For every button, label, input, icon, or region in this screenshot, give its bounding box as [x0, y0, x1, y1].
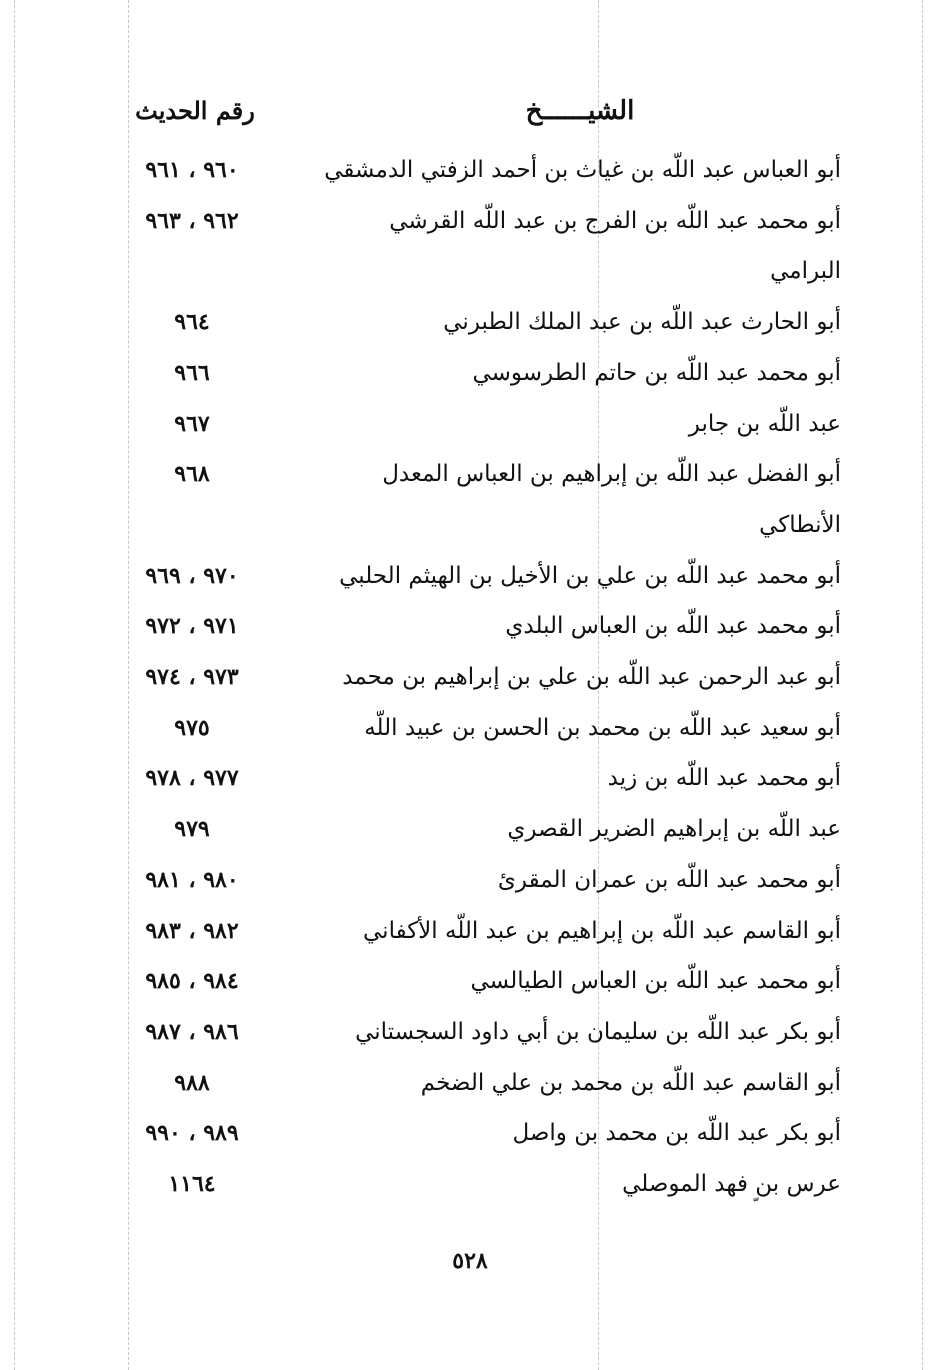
sheikh-name: أبو محمد عبد اللّه بن العباس البلدي	[505, 613, 841, 640]
sheikh-name: أبو محمد عبد اللّه بن عمران المقرئ	[497, 866, 841, 893]
hadith-number-column-header: رقم الحديث	[135, 96, 255, 125]
sheikh-name: أبو محمد عبد اللّه بن علي بن الأخيل بن الهيثم الحلبي	[339, 562, 841, 589]
hadith-numbers: ٩٨٩ ، ٩٩٠	[145, 1120, 239, 1147]
list-item	[0, 855, 937, 905]
list-item	[0, 1108, 937, 1158]
sheikh-name: أبو محمد عبد اللّه بن حاتم الطرسوسي	[472, 359, 841, 386]
hadith-numbers: ٩٧٩	[174, 816, 210, 843]
list-item	[0, 145, 937, 195]
sheikh-name: أبو الفضل عبد اللّه بن إبراهيم بن العباس المعدل	[382, 461, 841, 488]
list-item	[0, 703, 937, 753]
sheikh-name: أبو سعيد عبد اللّه بن محمد بن الحسن بن عبيد اللّه	[364, 714, 841, 741]
sheikh-name: عبد اللّه بن إبراهيم الضرير القصري	[507, 816, 841, 843]
list-item	[0, 956, 937, 1006]
list-item	[0, 906, 937, 956]
hadith-numbers: ٩٦٨	[174, 461, 210, 488]
hadith-numbers: ٩٨٤ ، ٩٨٥	[145, 968, 239, 995]
list-item	[0, 551, 937, 601]
hadith-numbers: ٩٧٠ ، ٩٦٩	[145, 562, 239, 589]
list-item	[0, 196, 937, 246]
sheikh-name: الأنطاكي	[759, 511, 841, 538]
hadith-numbers: ٩٦٠ ، ٩٦١	[145, 157, 239, 183]
sheikh-name: أبو القاسم عبد اللّه بن محمد بن علي الضخم	[420, 1069, 841, 1096]
list-item	[0, 449, 937, 499]
sheikh-name: عرس بن فهد الموصلي	[622, 1171, 841, 1197]
hadith-numbers: ٩٨٠ ، ٩٨١	[145, 866, 239, 893]
list-item	[0, 297, 937, 347]
list-item	[0, 1058, 937, 1108]
table-header	[0, 96, 937, 136]
sheikh-name: أبو بكر عبد اللّه بن محمد بن واصل	[512, 1120, 841, 1147]
list-item	[0, 601, 937, 651]
sheikh-name: أبو بكر عبد اللّه بن سليمان بن أبي داود السجستاني	[355, 1018, 841, 1045]
sheikh-name: البرامي	[770, 258, 841, 285]
list-item	[0, 500, 937, 550]
sheikh-name: عبد اللّه بن جابر	[688, 410, 841, 437]
sheikh-name: أبو الحارث عبد اللّه بن عبد الملك الطبرني	[443, 309, 841, 336]
hadith-numbers: ٩٧٧ ، ٩٧٨	[145, 765, 239, 792]
hadith-numbers: ١١٦٤	[168, 1171, 216, 1197]
hadith-numbers: ٩٦٤	[174, 309, 210, 336]
list-item	[0, 804, 937, 854]
sheikh-name: أبو محمد عبد اللّه بن زيد	[607, 765, 841, 792]
hadith-numbers: ٩٦٧	[174, 410, 210, 437]
hadith-numbers: ٩٦٢ ، ٩٦٣	[145, 207, 239, 234]
hadith-numbers: ٩٨٢ ، ٩٨٣	[145, 917, 239, 944]
sheikh-name: أبو عبد الرحمن عبد اللّه بن علي بن إبراهيم بن محمد	[342, 664, 841, 690]
hadith-numbers: ٩٧٥	[174, 714, 210, 741]
list-item	[0, 753, 937, 803]
sheikh-name: أبو محمد عبد اللّه بن العباس الطيالسي	[470, 968, 841, 995]
hadith-numbers: ٩٨٦ ، ٩٨٧	[145, 1018, 239, 1045]
list-item	[0, 652, 937, 702]
sheikh-name: أبو العباس عبد اللّه بن غياث بن أحمد الزفتي الدمشقي	[324, 157, 841, 183]
sheikh-column-header: الشيــــــخ	[525, 96, 635, 126]
list-item	[0, 246, 937, 296]
hadith-numbers: ٩٦٦	[174, 359, 210, 386]
sheikh-name: أبو محمد عبد اللّه بن الفرج بن عبد اللّه القرشي	[389, 207, 841, 234]
page-number: ٥٢٨	[452, 1248, 488, 1274]
list-item	[0, 1007, 937, 1057]
list-item	[0, 399, 937, 449]
list-item	[0, 348, 937, 398]
hadith-numbers: ٩٧٣ ، ٩٧٤	[145, 664, 239, 690]
hadith-numbers: ٩٧١ ، ٩٧٢	[145, 613, 239, 640]
hadith-numbers: ٩٨٨	[174, 1069, 210, 1096]
sheikh-name: أبو القاسم عبد اللّه بن إبراهيم بن عبد اللّه الأكفاني	[363, 917, 841, 944]
list-item	[0, 1159, 937, 1209]
